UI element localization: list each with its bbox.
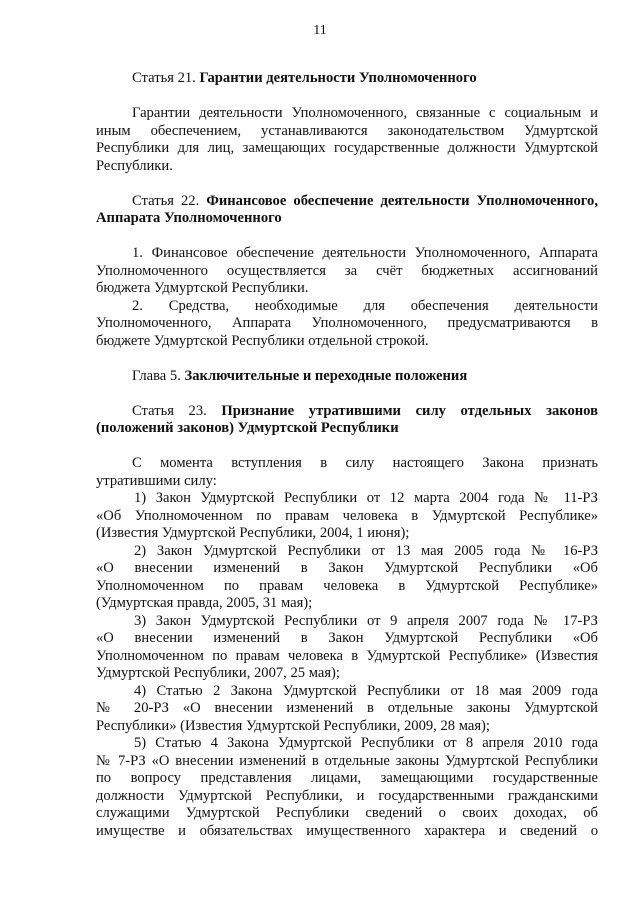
article-23-title-line: (положений законов) Удмуртской Республики (96, 420, 399, 436)
article-21-heading (96, 70, 598, 88)
repealed-law-item-3-line: 3) Закон Удмуртской Республики от 9 апреля 2007 года № 17-РЗ (134, 612, 598, 629)
repealed-law-item-2-line: Уполномоченном по правам человека в Удмуртской Республике» (96, 577, 598, 594)
chapter-5-label: Глава 5. (132, 367, 181, 384)
repealed-law-item-3-line: «О внесении изменений в Закон Удмуртской Республики «Об (96, 630, 598, 646)
chapter-5-heading (96, 368, 598, 386)
repealed-law-item-1-line: (Известия Удмуртской Республики, 2004, 1 июня); (96, 525, 410, 541)
repealed-law-item-4-line: № 20-РЗ «О внесении изменений в отдельные законы Удмуртской (96, 700, 598, 716)
repealed-law-item-4-line: 4) Статью 2 Закона Удмуртской Республики от 18 мая 2009 года (134, 682, 598, 699)
article-22-p1-line: бюджета Удмуртской Республики. (96, 280, 309, 296)
article-21-line: Республики. (96, 157, 173, 174)
article-22-label: Статья 22. (132, 192, 200, 209)
repealed-law-item-5-line: служащими Удмуртской Республики сведений о своих доходах, об (96, 805, 598, 821)
article-22-p1-line: Уполномоченного осуществляется за счёт бюджетных ассигнований (96, 262, 598, 279)
repealed-law-item-5-line: имуществе и обязательствах имущественного характера и сведений о (96, 822, 598, 839)
chapter-5-title: Заключительные и переходные положения (184, 367, 468, 384)
article-23-title-line: Признание утратившими силу отдельных законов (221, 402, 598, 419)
repealed-law-item-2-line: «О внесении изменений в Закон Удмуртской Республики «Об (96, 560, 598, 576)
article-21-title: Гарантии деятельности Уполномоченного (199, 70, 477, 86)
article-22-p2-line: Уполномоченного, Аппарата Уполномоченного, предусматриваются в (96, 315, 598, 331)
article-23-intro-line: утратившими силу: (96, 472, 217, 489)
article-22-title-line: Аппарата Уполномоченного (96, 210, 282, 226)
repealed-law-item-3-line: Уполномоченном по правам человека в Удмуртской Республике» (Известия (96, 647, 598, 664)
repealed-law-item-5-line: по вопросу представления лицами, замещающими государственные (96, 770, 598, 786)
article-22-heading (96, 193, 598, 211)
article-21-label: Статья 21. (132, 70, 196, 86)
repealed-law-item-5-line: 5) Статью 4 Закона Удмуртской Республики от 8 апреля 2010 года (134, 735, 598, 751)
article-22-p1-line: 1. Финансовое обеспечение деятельности Уполномоченного, Аппарата (132, 245, 598, 261)
article-23-intro-line: С момента вступления в силу настоящего Закона признать (132, 455, 598, 471)
repealed-law-item-5-line: № 7-РЗ «О внесении изменений в отдельные законы Удмуртской Республики (96, 752, 598, 769)
repealed-law-item-5-line: должности Удмуртской Республики, и государственными гражданскими (96, 787, 598, 804)
repealed-law-item-4-line: Республики» (Известия Удмуртской Республики, 2009, 28 мая); (96, 717, 490, 734)
article-23-label: Статья 23. (132, 402, 207, 419)
repealed-law-item-1-line: «Об Уполномоченном по правам человека в Удмуртской Республике» (96, 507, 598, 524)
page-number: 11 (313, 23, 327, 38)
article-22-p2-line: бюджете Удмуртской Республики отдельной строкой. (96, 332, 429, 349)
document-body (96, 70, 598, 840)
repealed-law-item-2-line: (Удмуртская правда, 2005, 31 мая); (96, 595, 313, 611)
article-23-heading-cont (96, 420, 598, 438)
article-21-line: Гарантии деятельности Уполномоченного, связанные с социальным и (132, 105, 598, 121)
article-22-heading-cont (96, 210, 598, 228)
article-22-title-line: Финансовое обеспечение деятельности Уполномоченного, (206, 192, 598, 209)
repealed-law-item-2-line: 2) Закон Удмуртской Республики от 13 мая 2005 года № 16-РЗ (134, 542, 598, 559)
article-22-p2-line: 2. Средства, необходимые для обеспечения деятельности (132, 297, 598, 314)
repealed-law-item-3-line: Удмуртской Республики, 2007, 25 мая); (96, 665, 340, 681)
repealed-law-item-1-line: 1) Закон Удмуртской Республики от 12 марта 2004 года № 11-РЗ (134, 490, 598, 506)
article-21-line: иным обеспечением, устанавливаются законодательством Удмуртской (96, 122, 598, 139)
article-21-line: Республики для лиц, замещающих государственные должности Удмуртской (96, 140, 598, 156)
article-23-heading (96, 403, 598, 421)
